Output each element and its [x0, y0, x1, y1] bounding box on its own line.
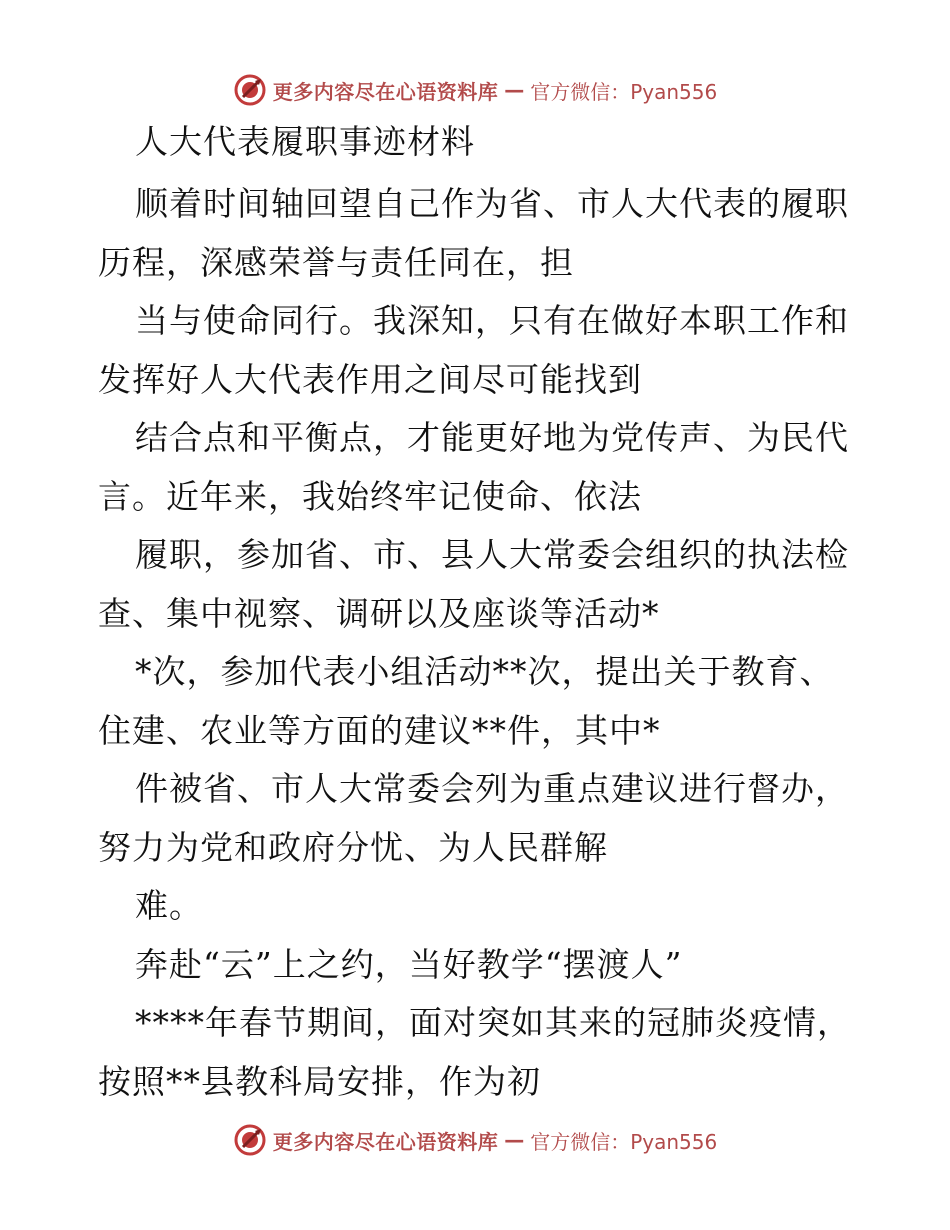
- watermark-brand: 更多内容尽在心语资料库: [272, 79, 499, 104]
- body-line: 查、集中视察、调研以及座谈等活动*: [98, 594, 660, 633]
- body-line: 发挥好人大代表作用之间尽可能找到: [98, 360, 642, 399]
- body-line: 结合点和平衡点，才能更好地为党传声、为民代: [135, 418, 849, 457]
- watermark-separator: —: [504, 1128, 525, 1152]
- body-line: 件被省、市人大常委会列为重点建议进行督办，: [135, 769, 849, 808]
- document-title: 人大代表履职事迹材料: [135, 122, 475, 161]
- body-line: 言。近年来，我始终牢记使命、依法: [98, 477, 642, 516]
- body-line: 履职，参加省、市、县人大常委会组织的执法检: [135, 535, 849, 574]
- body-line: 住建、农业等方面的建议**件，其中*: [98, 711, 661, 750]
- watermark-separator: —: [504, 78, 525, 102]
- body-line: *次，参加代表小组活动**次，提出关于教育、: [135, 652, 834, 691]
- body-line: ****年春节期间，面对突如其来的冠肺炎疫情，: [135, 1003, 851, 1042]
- body-line: 努力为党和政府分忧、为人民群解: [98, 828, 608, 867]
- body-line: 当与使命同行。我深知，只有在做好本职工作和: [135, 301, 849, 340]
- body-line: 按照**县教科局安排，作为初: [98, 1062, 541, 1101]
- section-heading: 奔赴“云”上之约，当好教学“摆渡人”: [135, 945, 683, 984]
- body-line: 难。: [135, 886, 203, 925]
- watermark-contact: 官方微信：Pyan556: [530, 79, 718, 104]
- header-watermark: [0, 70, 950, 110]
- body-line: 顺着时间轴回望自己作为省、市人大代表的履职: [135, 184, 849, 223]
- body-line: 历程，深感荣誉与责任同在，担: [98, 243, 574, 282]
- watermark-contact: 官方微信：Pyan556: [530, 1129, 718, 1154]
- footer-watermark: [0, 1120, 950, 1160]
- seal-logo-icon: [233, 73, 267, 107]
- seal-logo-icon: [233, 1123, 267, 1157]
- watermark-brand: 更多内容尽在心语资料库: [272, 1129, 499, 1154]
